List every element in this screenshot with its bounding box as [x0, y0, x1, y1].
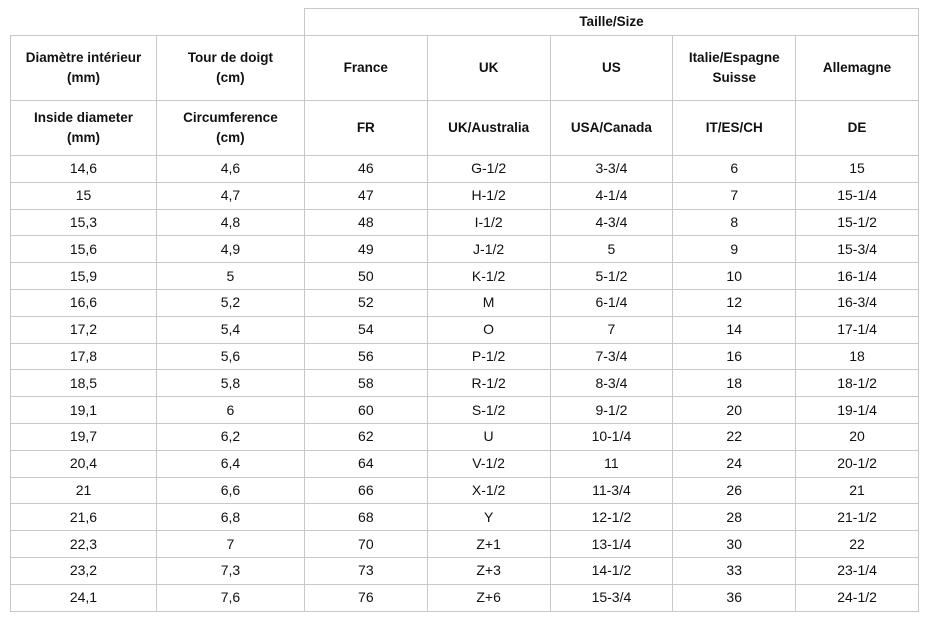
- header-line: Circumference: [183, 110, 278, 125]
- header-line: Inside diameter: [33, 110, 133, 125]
- cell-uk: S-1/2: [427, 397, 550, 424]
- cell-uk: V-1/2: [427, 450, 550, 477]
- header-france: [304, 101, 427, 156]
- table-row: [11, 289, 919, 316]
- cell-inside-diameter: 14,6: [11, 156, 157, 183]
- header-row-english: [11, 101, 919, 156]
- table-row: [11, 477, 919, 504]
- cell-uk: M: [427, 289, 550, 316]
- table-row: [11, 584, 919, 611]
- cell-uk: I-1/2: [427, 209, 550, 236]
- header-germany: [796, 36, 919, 101]
- cell-us: 7-3/4: [550, 343, 673, 370]
- cell-circumference: 5,8: [156, 370, 304, 397]
- cell-us: 4-1/4: [550, 182, 673, 209]
- cell-germany: 22: [796, 531, 919, 558]
- cell-germany: 17-1/4: [796, 316, 919, 343]
- size-table: [10, 8, 919, 612]
- cell-germany: 15: [796, 156, 919, 183]
- cell-germany: 15-1/2: [796, 209, 919, 236]
- cell-us: 14-1/2: [550, 557, 673, 584]
- cell-uk: X-1/2: [427, 477, 550, 504]
- cell-inside-diameter: 22,3: [11, 531, 157, 558]
- cell-uk: K-1/2: [427, 263, 550, 290]
- cell-italy-spain-switzerland: 14: [673, 316, 796, 343]
- cell-italy-spain-switzerland: 24: [673, 450, 796, 477]
- cell-italy-spain-switzerland: 33: [673, 557, 796, 584]
- cell-italy-spain-switzerland: 20: [673, 397, 796, 424]
- cell-uk: R-1/2: [427, 370, 550, 397]
- table-row: [11, 397, 919, 424]
- cell-france: 73: [304, 557, 427, 584]
- cell-uk: J-1/2: [427, 236, 550, 263]
- cell-germany: 16-1/4: [796, 263, 919, 290]
- header-line: UK/Australia: [448, 120, 530, 135]
- cell-us: 7: [550, 316, 673, 343]
- cell-circumference: 7,6: [156, 584, 304, 611]
- blank-corner-cell: [11, 9, 305, 36]
- cell-italy-spain-switzerland: 16: [673, 343, 796, 370]
- cell-us: 11-3/4: [550, 477, 673, 504]
- cell-france: 68: [304, 504, 427, 531]
- cell-italy-spain-switzerland: 28: [673, 504, 796, 531]
- cell-inside-diameter: 19,7: [11, 423, 157, 450]
- cell-france: 62: [304, 423, 427, 450]
- cell-italy-spain-switzerland: 6: [673, 156, 796, 183]
- cell-us: 15-3/4: [550, 584, 673, 611]
- cell-inside-diameter: 17,2: [11, 316, 157, 343]
- table-row: [11, 156, 919, 183]
- cell-france: 48: [304, 209, 427, 236]
- cell-uk: Z+3: [427, 557, 550, 584]
- cell-circumference: 6,2: [156, 423, 304, 450]
- cell-circumference: 7,3: [156, 557, 304, 584]
- header-uk: [427, 101, 550, 156]
- cell-us: 6-1/4: [550, 289, 673, 316]
- cell-circumference: 4,8: [156, 209, 304, 236]
- table-row: [11, 236, 919, 263]
- header-line: UK: [478, 60, 499, 75]
- header-us: [550, 101, 673, 156]
- cell-uk: O: [427, 316, 550, 343]
- table-row: [11, 263, 919, 290]
- cell-inside-diameter: 21: [11, 477, 157, 504]
- header-line: Allemagne: [822, 60, 892, 75]
- size-header-row: [11, 9, 919, 36]
- table-row: [11, 370, 919, 397]
- header-line: (cm): [216, 70, 245, 85]
- cell-germany: 18: [796, 343, 919, 370]
- cell-germany: 20-1/2: [796, 450, 919, 477]
- cell-italy-spain-switzerland: 30: [673, 531, 796, 558]
- cell-us: 8-3/4: [550, 370, 673, 397]
- table-row: [11, 450, 919, 477]
- header-line: Diamètre intérieur: [25, 50, 142, 65]
- header-uk: [427, 36, 550, 101]
- header-line: (mm): [66, 70, 100, 85]
- cell-uk: Z+1: [427, 531, 550, 558]
- cell-uk: H-1/2: [427, 182, 550, 209]
- header-circumference: [156, 36, 304, 101]
- cell-france: 66: [304, 477, 427, 504]
- cell-italy-spain-switzerland: 7: [673, 182, 796, 209]
- header-line: France: [343, 60, 388, 75]
- cell-inside-diameter: 17,8: [11, 343, 157, 370]
- cell-inside-diameter: 23,2: [11, 557, 157, 584]
- header-line: USA/Canada: [570, 120, 652, 135]
- cell-germany: 23-1/4: [796, 557, 919, 584]
- cell-inside-diameter: 21,6: [11, 504, 157, 531]
- cell-us: 4-3/4: [550, 209, 673, 236]
- cell-us: 5: [550, 236, 673, 263]
- table-row: [11, 316, 919, 343]
- cell-germany: 24-1/2: [796, 584, 919, 611]
- cell-italy-spain-switzerland: 10: [673, 263, 796, 290]
- cell-us: 9-1/2: [550, 397, 673, 424]
- header-line: Italie/Espagne: [688, 50, 780, 65]
- header-line: Suisse: [712, 70, 756, 85]
- header-circumference: [156, 101, 304, 156]
- header-line: US: [602, 60, 621, 75]
- cell-germany: 15-3/4: [796, 236, 919, 263]
- header-inside-diameter: [11, 101, 157, 156]
- cell-italy-spain-switzerland: 26: [673, 477, 796, 504]
- table-row: [11, 423, 919, 450]
- cell-italy-spain-switzerland: 22: [673, 423, 796, 450]
- header-france: [304, 36, 427, 101]
- cell-france: 50: [304, 263, 427, 290]
- cell-germany: 16-3/4: [796, 289, 919, 316]
- table-row: [11, 531, 919, 558]
- header-line: (mm): [66, 130, 100, 145]
- cell-germany: 19-1/4: [796, 397, 919, 424]
- header-inside-diameter: [11, 36, 157, 101]
- header-us: [550, 36, 673, 101]
- cell-italy-spain-switzerland: 36: [673, 584, 796, 611]
- header-line: (cm): [216, 130, 245, 145]
- cell-inside-diameter: 15: [11, 182, 157, 209]
- cell-inside-diameter: 16,6: [11, 289, 157, 316]
- cell-circumference: 5,4: [156, 316, 304, 343]
- cell-circumference: 7: [156, 531, 304, 558]
- header-line: FR: [356, 120, 375, 135]
- cell-france: 76: [304, 584, 427, 611]
- header-italy-spain-switzerland: [673, 101, 796, 156]
- cell-france: 58: [304, 370, 427, 397]
- cell-circumference: 4,9: [156, 236, 304, 263]
- cell-france: 49: [304, 236, 427, 263]
- header-row-french: [11, 36, 919, 101]
- cell-circumference: 6,8: [156, 504, 304, 531]
- cell-uk: Z+6: [427, 584, 550, 611]
- cell-circumference: 4,7: [156, 182, 304, 209]
- cell-uk: G-1/2: [427, 156, 550, 183]
- cell-us: 11: [550, 450, 673, 477]
- header-line: Tour de doigt: [187, 50, 274, 65]
- cell-germany: 15-1/4: [796, 182, 919, 209]
- cell-inside-diameter: 20,4: [11, 450, 157, 477]
- cell-circumference: 4,6: [156, 156, 304, 183]
- cell-france: 52: [304, 289, 427, 316]
- cell-france: 54: [304, 316, 427, 343]
- cell-circumference: 6,6: [156, 477, 304, 504]
- cell-us: 12-1/2: [550, 504, 673, 531]
- cell-inside-diameter: 15,3: [11, 209, 157, 236]
- cell-italy-spain-switzerland: 18: [673, 370, 796, 397]
- cell-germany: 21-1/2: [796, 504, 919, 531]
- cell-inside-diameter: 15,9: [11, 263, 157, 290]
- cell-france: 47: [304, 182, 427, 209]
- cell-germany: 18-1/2: [796, 370, 919, 397]
- cell-italy-spain-switzerland: 12: [673, 289, 796, 316]
- header-line: IT/ES/CH: [705, 120, 763, 135]
- cell-uk: Y: [427, 504, 550, 531]
- header-line: DE: [847, 120, 867, 135]
- cell-inside-diameter: 15,6: [11, 236, 157, 263]
- cell-italy-spain-switzerland: 9: [673, 236, 796, 263]
- cell-us: 13-1/4: [550, 531, 673, 558]
- header-italy-spain-switzerland: [673, 36, 796, 101]
- table-row: [11, 557, 919, 584]
- cell-inside-diameter: 24,1: [11, 584, 157, 611]
- cell-circumference: 5,6: [156, 343, 304, 370]
- cell-circumference: 6,4: [156, 450, 304, 477]
- cell-uk: P-1/2: [427, 343, 550, 370]
- cell-france: 70: [304, 531, 427, 558]
- cell-us: 5-1/2: [550, 263, 673, 290]
- cell-france: 60: [304, 397, 427, 424]
- table-row: [11, 343, 919, 370]
- cell-france: 56: [304, 343, 427, 370]
- cell-germany: 21: [796, 477, 919, 504]
- table-row: [11, 504, 919, 531]
- size-group-header: Taille/Size: [304, 9, 918, 36]
- cell-france: 46: [304, 156, 427, 183]
- header-germany: [796, 101, 919, 156]
- cell-us: 10-1/4: [550, 423, 673, 450]
- cell-circumference: 6: [156, 397, 304, 424]
- cell-france: 64: [304, 450, 427, 477]
- table-row: [11, 209, 919, 236]
- cell-italy-spain-switzerland: 8: [673, 209, 796, 236]
- cell-circumference: 5,2: [156, 289, 304, 316]
- cell-us: 3-3/4: [550, 156, 673, 183]
- cell-inside-diameter: 18,5: [11, 370, 157, 397]
- cell-inside-diameter: 19,1: [11, 397, 157, 424]
- cell-uk: U: [427, 423, 550, 450]
- cell-circumference: 5: [156, 263, 304, 290]
- ring-size-chart: [10, 8, 919, 612]
- cell-germany: 20: [796, 423, 919, 450]
- table-row: [11, 182, 919, 209]
